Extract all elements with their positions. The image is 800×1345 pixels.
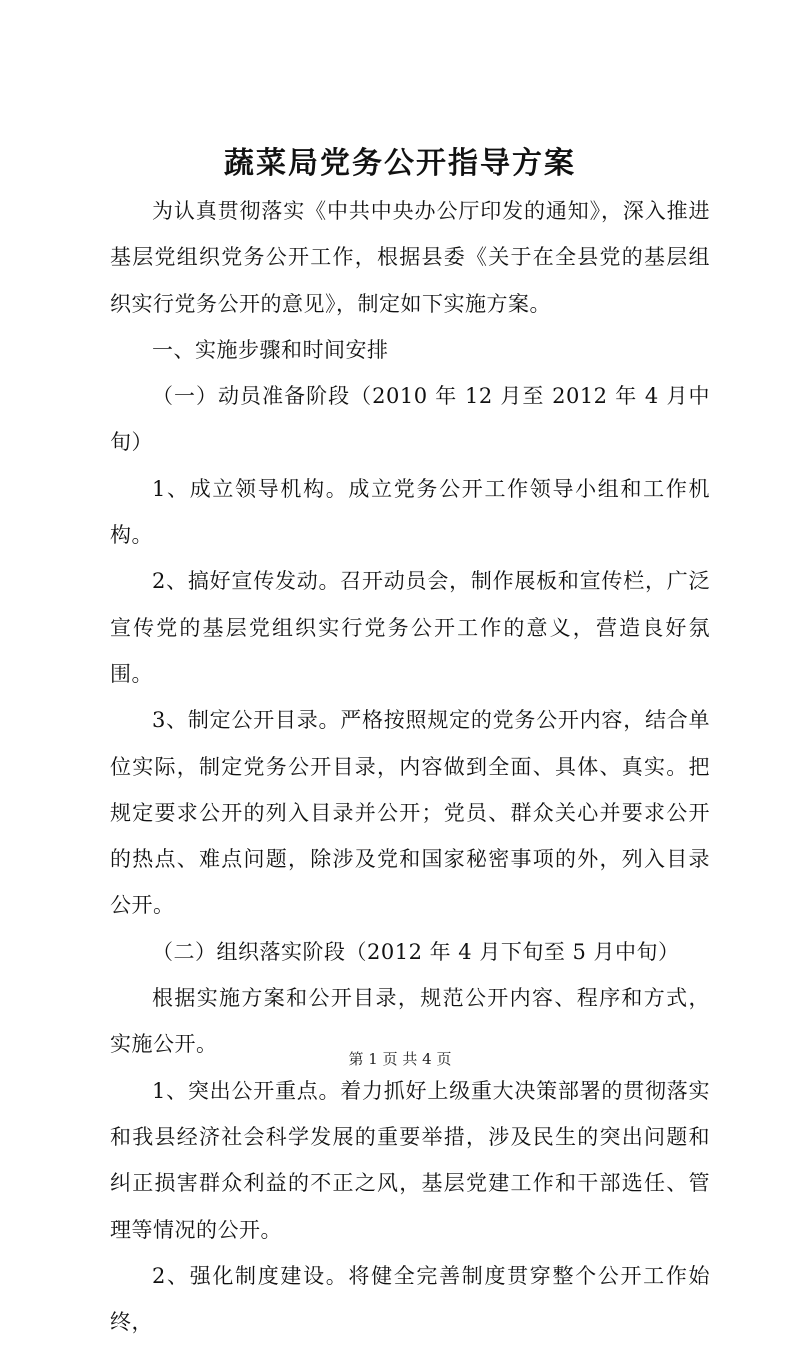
paragraph-stage-2-item-1: 1、突出公开重点。着力抓好上级重大决策部署的贯彻落实和我县经济社会科学发展的重要举措，涉及民生的突出问题和纠正损害群众利益的不正之风，基层党建工作和干部选任、管理等情况的公开。 [110, 1078, 710, 1242]
paragraph-stage-2-item-2: 2、强化制度建设。将健全完善制度贯穿整个公开工作始终， [110, 1263, 710, 1335]
heading-stage-2: （二）组织落实阶段（2012 年 4 月下旬至 5 月中旬） [152, 939, 680, 964]
paragraph-stage-2-intro: 根据实施方案和公开目录，规范公开内容、程序和方式，实施公开。 [110, 986, 710, 1057]
page-number-footer: 第 1 页 共 4 页 [348, 1050, 452, 1068]
document-title: 蔬菜局党务公开指导方案 [224, 146, 576, 181]
heading-section-1: 一、实施步骤和时间安排 [152, 337, 389, 362]
document-body [110, 188, 710, 1345]
heading-stage-1: （一）动员准备阶段（2010 年 12 月至 2012 年 4 月中旬） [110, 384, 710, 455]
paragraph-item-2: 2、搞好宣传发动。召开动员会，制作展板和宣传栏，广泛宣传党的基层党组织实行党务公开工作的意义，营造良好氛围。 [110, 569, 710, 686]
paragraph-item-1: 1、成立领导机构。成立党务公开工作领导小组和工作机构。 [110, 476, 710, 548]
paragraph-item-3: 3、制定公开目录。严格按照规定的党务公开内容，结合单位实际，制定党务公开目录，内容做到全面、具体、真实。把规定要求公开的列入目录并公开；党员、群众关心并要求公开的热点、难点问题，除涉及党和国家秘密事项的外，列入目录公开。 [110, 708, 710, 918]
paragraph-intro: 为认真贯彻落实《中共中央办公厅印发的通知》，深入推进基层党组织党务公开工作，根据县委《关于在全县党的基层组织实行党务公开的意见》，制定如下实施方案。 [110, 199, 710, 316]
